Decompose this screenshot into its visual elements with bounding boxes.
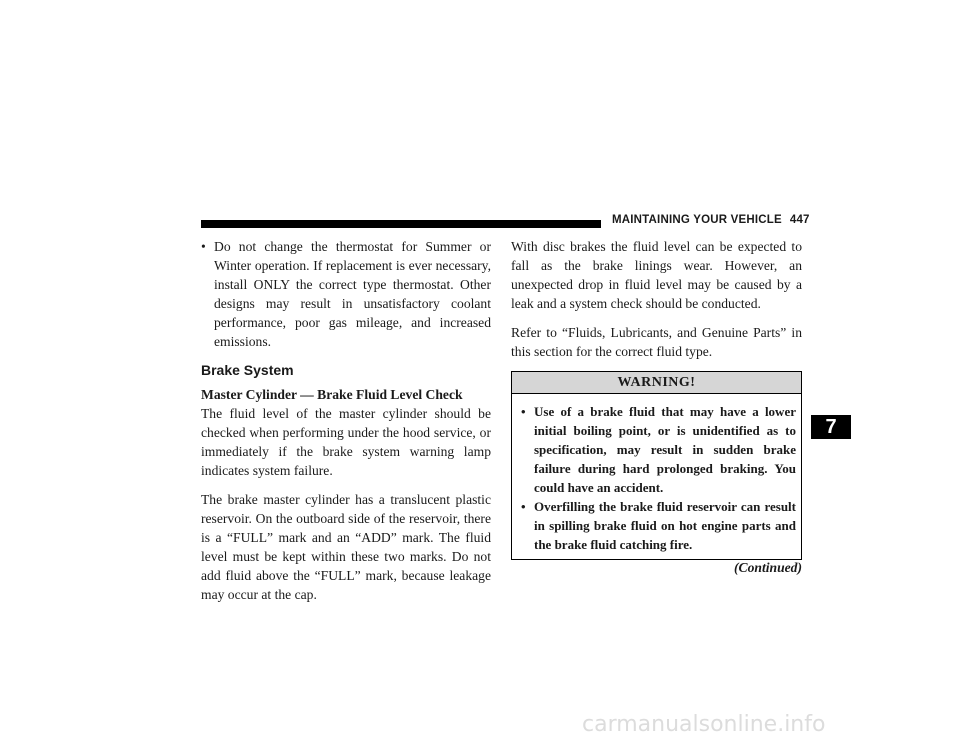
- watermark: carmanualsonline.info: [582, 712, 826, 737]
- subheading: Master Cylinder — Brake Fluid Level Check: [201, 387, 463, 402]
- page-number: 447: [789, 214, 810, 226]
- paragraph: With disc brakes the fluid level can be expected to fall as the brake linings wear. However, an unexpected drop in fluid level may be caused by a leak and a system check should be conducted.: [511, 239, 802, 311]
- bullet-icon: •: [521, 499, 526, 514]
- warning-title: WARNING!: [512, 372, 801, 394]
- bullet-icon: •: [521, 404, 526, 419]
- section-heading: Brake System: [201, 362, 294, 378]
- section-title: MAINTAINING YOUR VEHICLE: [612, 214, 782, 226]
- paragraph: The brake master cylinder has a translucent plastic reservoir. On the outboard side of the reservoir, there is a “FULL” mark and an “ADD” mark. The fluid level must be kept within these two marks. Do not add fluid above the “FULL” mark, because leakage may occur at the cap.: [201, 492, 491, 602]
- header-rule: [201, 220, 601, 228]
- warning-item-text: Use of a brake fluid that may have a lower initial boiling point, or is unidentified as to specification, may result in sudden brake failure during hard prolonged braking. You could have an accident.: [534, 404, 796, 495]
- warning-body: [512, 394, 801, 559]
- left-column: [201, 237, 491, 614]
- warning-item-text: Overfilling the brake fluid reservoir can result in spilling brake fluid on hot engine parts and the brake fluid catching fire.: [534, 499, 796, 552]
- thermostat-bullet: [201, 237, 491, 351]
- bullet-icon: •: [201, 239, 206, 254]
- bullet-text: Do not change the thermostat for Summer or Winter operation. If replacement is ever necessary, install ONLY the correct type thermostat. Other designs may result in unsatisfactory coolant performance, poor gas mileage, and increased emissions.: [214, 239, 491, 349]
- paragraph: Refer to “Fluids, Lubricants, and Genuine Parts” in this section for the correct fluid type.: [511, 325, 802, 359]
- chapter-tab: 7: [811, 415, 851, 439]
- right-column: [511, 237, 802, 576]
- warning-item: [521, 402, 796, 497]
- running-header: [612, 214, 812, 226]
- paragraph: The fluid level of the master cylinder should be checked when performing under the hood service, or immediately if the brake system warning lamp indicates system failure.: [201, 406, 491, 478]
- continued-label: (Continued): [734, 560, 802, 575]
- warning-box: [511, 371, 802, 560]
- warning-item: [521, 497, 796, 554]
